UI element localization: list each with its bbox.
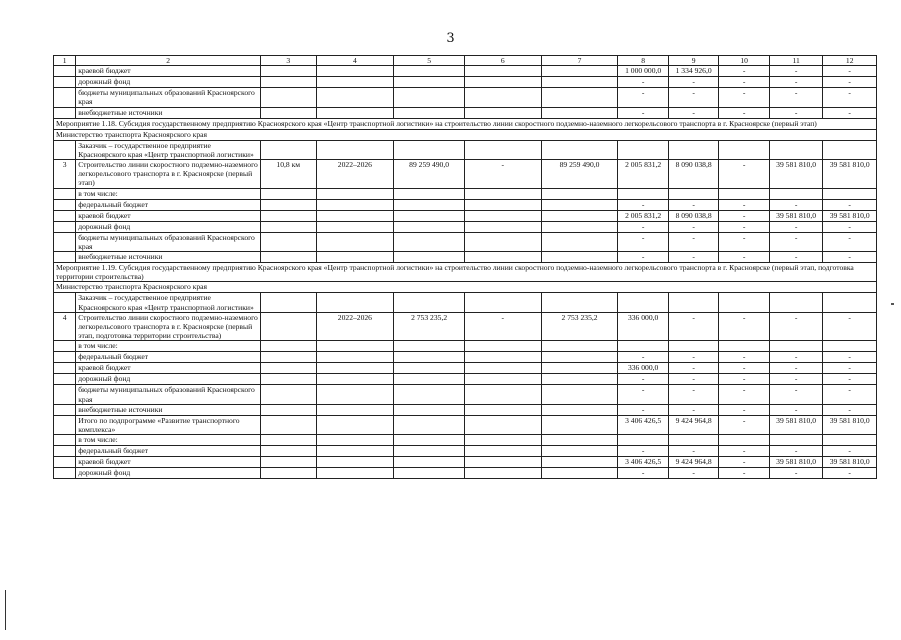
header-cell: 11 [769, 56, 823, 66]
table-row: 3 Строительство линии скоростного подземно-наземного легкорельсового транспорта в г. Красноярске (первый этап) 10,8 км 2022–2026 89 259 490,0 - 89 259 490,0 2 005 831,2 8 090 038,8 - 39 581 810,0 39 581 810,0 [54, 160, 877, 189]
cell-value: 336 000,0 [618, 363, 668, 374]
cell-value: 2 005 831,2 [618, 160, 668, 189]
row-label: в том числе: [76, 188, 261, 199]
table-row: дорожный фонд - - - - - [54, 221, 877, 232]
row-label: краевой бюджет [76, 457, 261, 468]
object-name: Строительство линии скоростного подземно-наземного легкорельсового транспорта в г. Красноярске (первый этап) [76, 160, 261, 189]
measure-title-row [54, 263, 877, 282]
cell-value: 8 090 038,8 [668, 210, 718, 221]
header-cell: 7 [541, 56, 618, 66]
row-label: бюджеты муниципальных образований Красноярского края [76, 232, 261, 251]
header-cell: 10 [719, 56, 769, 66]
cell-value: 2022–2026 [316, 312, 394, 341]
header-cell: 1 [54, 56, 76, 66]
table-row: дорожный фонд - - - - - [54, 374, 877, 385]
row-number: 3 [54, 160, 76, 189]
table-row: федеральный бюджет - - - - - [54, 352, 877, 363]
row-label: в том числе: [76, 435, 261, 446]
table-row: федеральный бюджет - - - - - [54, 446, 877, 457]
row-label: краевой бюджет [76, 210, 261, 221]
row-label: внебюджетные источники [76, 107, 261, 118]
table-row: дорожный фонд - - - - - [54, 77, 877, 88]
header-cell: 12 [823, 56, 877, 66]
cell-value: 2 753 235,2 [541, 312, 618, 341]
table-row: внебюджетные источники - - - - - [54, 107, 877, 118]
ministry-label: Министерство транспорта Красноярского края [54, 129, 877, 140]
measure-title: Мероприятие 1.18. Субсидия государственному предприятию Красноярского края «Центр транспортной логистики» на строительство линии скоростного подземно-наземного легкорельсового транспорта в г. Красноярске (первый этап) [54, 118, 877, 129]
table-row: федеральный бюджет - - - - - [54, 199, 877, 210]
cell-value: 336 000,0 [618, 312, 668, 341]
header-cell: 9 [668, 56, 718, 66]
table-row: 4 Строительство линии скоростного подземно-наземного легкорельсового транспорта в г. Красноярске (первый этап, подготовка территории строительства) 2022–2026 2 753 235,2 - 2 753 235,2 336 000,0 - - - - [54, 312, 877, 341]
cell-value: 1 000 000,0 [618, 66, 668, 77]
header-cell: 8 [618, 56, 668, 66]
table-row: краевой бюджет 336 000,0 - - - - [54, 363, 877, 374]
row-label: бюджеты муниципальных образований Красноярского края [76, 385, 261, 404]
customer-label: Заказчик – государственное предприятие Красноярского края «Центр транспортной логистики» [76, 140, 261, 159]
table-row [54, 140, 877, 159]
row-label: федеральный бюджет [76, 352, 261, 363]
cell-value: 3 406 426,5 [618, 457, 668, 468]
table-row: внебюджетные источники - - - - - [54, 252, 877, 263]
table-row: внебюджетные источники - - - - - [54, 404, 877, 415]
cell-value: 1 334 926,0 [668, 66, 718, 77]
header-cell: 2 [76, 56, 261, 66]
row-label: федеральный бюджет [76, 199, 261, 210]
cell-value: 9 424 964,8 [668, 457, 718, 468]
row-label: дорожный фонд [76, 77, 261, 88]
row-label: дорожный фонд [76, 374, 261, 385]
table-row: бюджеты муниципальных образований Красноярского края - - - - - [54, 385, 877, 404]
cell-value: 39 581 810,0 [769, 415, 823, 434]
customer-label: Заказчик – государственное предприятие Красноярского края «Центр транспортной логистики» [76, 293, 261, 312]
page-number: 3 [446, 31, 455, 46]
total-row: Итого по подпрограмме «Развитие транспортного комплекса» 3 406 426,5 9 424 964,8 - 39 581 810,0 39 581 810,0 [54, 415, 877, 434]
table-row [54, 188, 877, 199]
table-row: дорожный фонд - - - - - [54, 468, 877, 479]
row-label: в том числе: [76, 341, 261, 352]
scan-artifact [891, 303, 894, 305]
ministry-row [54, 282, 877, 293]
cell-value: 2 005 831,2 [618, 210, 668, 221]
scan-artifact [5, 590, 6, 630]
header-cell: 3 [260, 56, 316, 66]
budget-table [53, 55, 877, 479]
row-label: дорожный фонд [76, 468, 261, 479]
cell-value: 39 581 810,0 [823, 457, 877, 468]
cell-value: 39 581 810,0 [823, 210, 877, 221]
cell-value: 9 424 964,8 [668, 415, 718, 434]
cell-value: 3 406 426,5 [618, 415, 668, 434]
cell-value: 10,8 км [260, 160, 316, 189]
header-cell: 5 [394, 56, 465, 66]
row-number: 4 [54, 312, 76, 341]
table-row: краевой бюджет 3 406 426,5 9 424 964,8 - 39 581 810,0 39 581 810,0 [54, 457, 877, 468]
measure-title: Мероприятие 1.19. Субсидия государственному предприятию Красноярского края «Центр транспортной логистики» на строительство линии скоростного подземно-наземного легкорельсового транспорта в г. Красноярске (первый этап, подготовка территории строительства) [54, 263, 877, 282]
measure-title-row [54, 118, 877, 129]
cell-value: 39 581 810,0 [823, 160, 877, 189]
row-label: краевой бюджет [76, 363, 261, 374]
total-label: Итого по подпрограмме «Развитие транспортного комплекса» [76, 415, 261, 434]
cell-value: 89 259 490,0 [541, 160, 618, 189]
cell-value: 39 581 810,0 [823, 415, 877, 434]
row-label: федеральный бюджет [76, 446, 261, 457]
cell-value: 89 259 490,0 [394, 160, 465, 189]
table-row: бюджеты муниципальных образований Красноярского края - - - - - [54, 232, 877, 251]
cell-value: 2 753 235,2 [394, 312, 465, 341]
table-row [54, 341, 877, 352]
header-cell: 4 [316, 56, 394, 66]
ministry-row [54, 129, 877, 140]
table-row: бюджеты муниципальных образований Красноярского края - - - - - [54, 88, 877, 107]
table-row: краевой бюджет 2 005 831,2 8 090 038,8 - 39 581 810,0 39 581 810,0 [54, 210, 877, 221]
row-label: краевой бюджет [76, 66, 261, 77]
table-row [54, 435, 877, 446]
row-label: бюджеты муниципальных образований Красноярского края [76, 88, 261, 107]
cell-value: 39 581 810,0 [769, 457, 823, 468]
cell-value: 2022–2026 [316, 160, 394, 189]
cell-value: 8 090 038,8 [668, 160, 718, 189]
header-cell: 6 [464, 56, 541, 66]
cell-value: 39 581 810,0 [769, 160, 823, 189]
cell-value: 39 581 810,0 [769, 210, 823, 221]
row-label: внебюджетные источники [76, 404, 261, 415]
ministry-label: Министерство транспорта Красноярского края [54, 282, 877, 293]
object-name: Строительство линии скоростного подземно-наземного легкорельсового транспорта в г. Красноярске (первый этап, подготовка территории строительства) [76, 312, 261, 341]
row-label: дорожный фонд [76, 221, 261, 232]
row-label: внебюджетные источники [76, 252, 261, 263]
header-row [54, 56, 877, 66]
table-row: краевой бюджет 1 000 000,0 1 334 926,0 - - - [54, 66, 877, 77]
table-row [54, 293, 877, 312]
